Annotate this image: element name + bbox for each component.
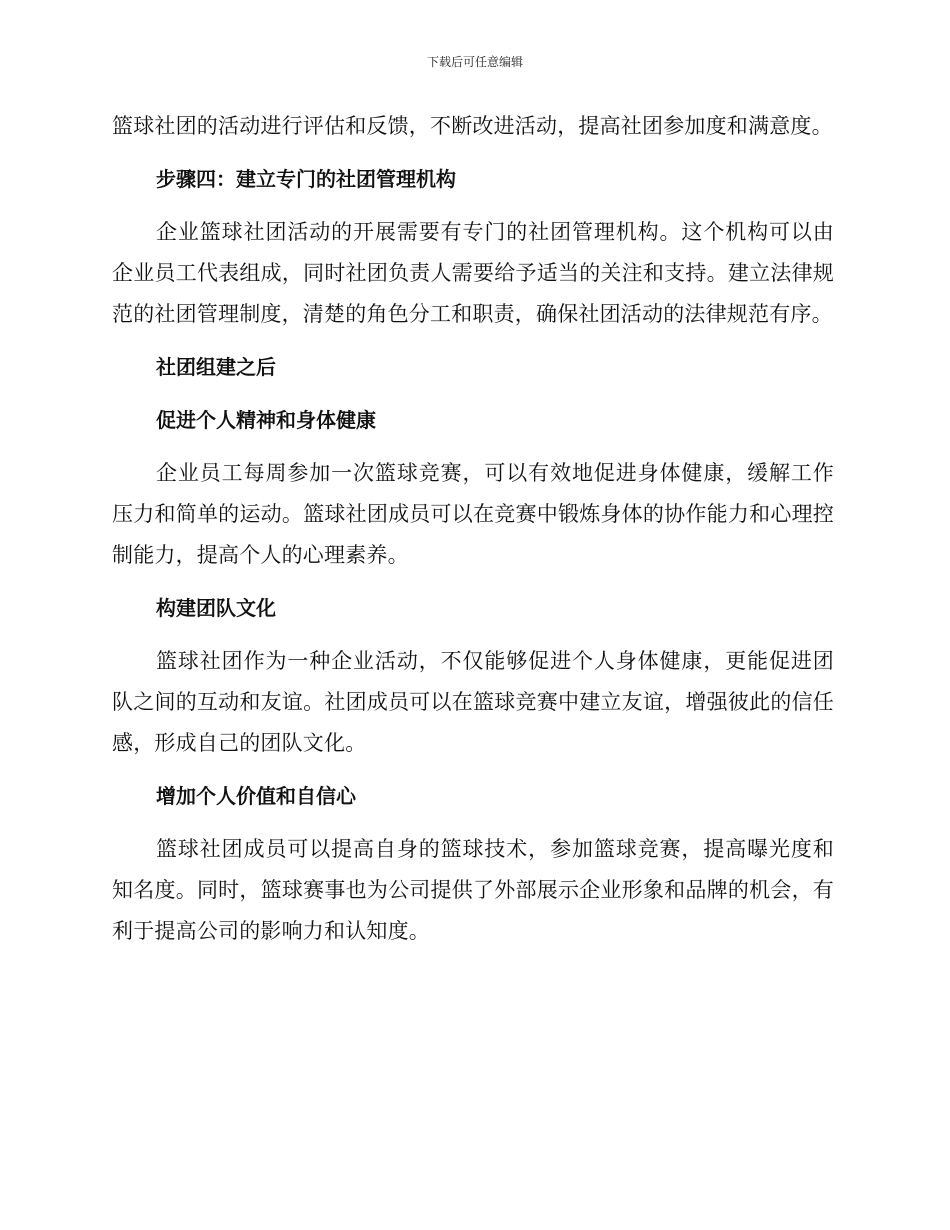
- paragraph-continued: 篮球社团的活动进行评估和反馈，不断改进活动，提高社团参加度和满意度。: [112, 114, 833, 138]
- document-body: [112, 106, 834, 964]
- heading-after-formation: 社团组建之后: [156, 355, 276, 379]
- heading-health: 促进个人精神和身体健康: [156, 408, 376, 432]
- page-header: 下载后可任意编辑: [426, 55, 523, 69]
- paragraph-team-culture: 篮球社团作为一种企业活动，不仅能够促进个人身体健康，更能促进团队之间的互动和友谊。社团成员可以在篮球竞赛中建立友谊，增强彼此的信任感，形成自己的团队文化。: [112, 649, 834, 755]
- heading-team-culture: 构建团队文化: [156, 596, 276, 620]
- heading-personal-value: 增加个人价值和自信心: [156, 784, 356, 808]
- paragraph-management: 企业篮球社团活动的开展需要有专门的社团管理机构。这个机构可以由企业员工代表组成，同时社团负责人需要给予适当的关注和支持。建立法律规范的社团管理制度，清楚的角色分工和职责，确保社团活动的法律规范有序。: [112, 220, 834, 326]
- paragraph-health: 企业员工每周参加一次篮球竞赛，可以有效地促进身体健康，缓解工作压力和简单的运动。篮球社团成员可以在竞赛中锻炼身体的协作能力和心理控制能力，提高个人的心理素养。: [112, 461, 834, 567]
- heading-step-four: 步骤四：建立专门的社团管理机构: [156, 167, 456, 191]
- paragraph-personal-value: 篮球社团成员可以提高自身的篮球技术，参加篮球竞赛，提高曝光度和知名度。同时，篮球赛事也为公司提供了外部展示企业形象和品牌的机会，有利于提高公司的影响力和认知度。: [112, 837, 834, 943]
